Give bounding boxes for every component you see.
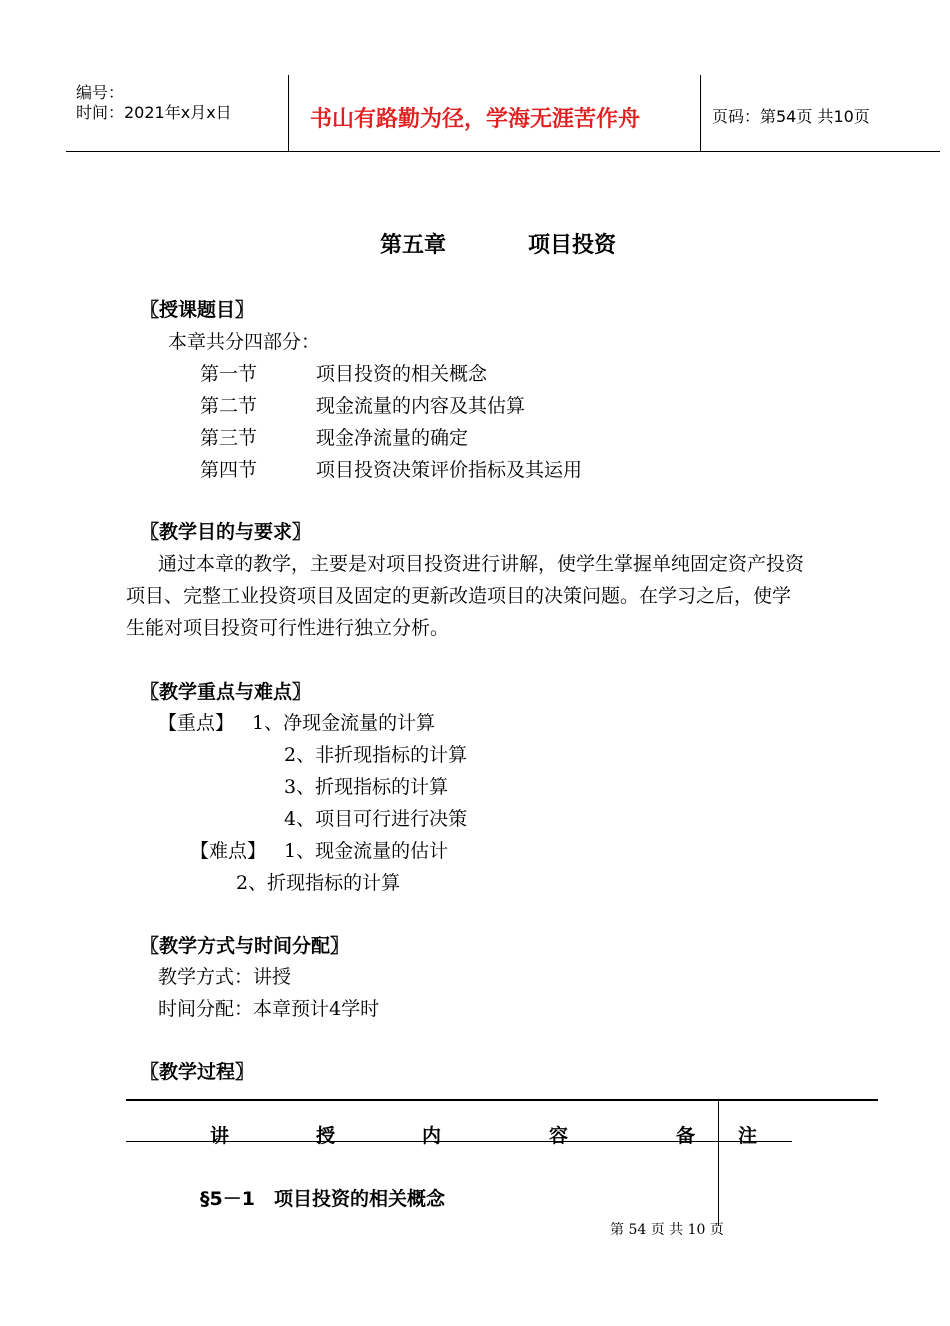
key-item: 2、非折现指标的计算 (284, 744, 468, 766)
chapter-number: 第五章 (380, 233, 447, 258)
table-header-cell: 备 (676, 1125, 696, 1147)
topic-item-num: 第一节 (200, 363, 258, 385)
section-title: §5－1 项目投资的相关概念 (200, 1188, 445, 1210)
topic-item-text: 现金流量的内容及其估算 (316, 395, 526, 417)
section-heading-keypoints: 〖教学重点与难点〗 (140, 681, 312, 703)
key-item: 3、折现指标的计算 (284, 776, 449, 798)
table-header-cell: 注 (738, 1125, 758, 1147)
table-header-cell: 授 (316, 1125, 336, 1147)
topic-item-num: 第三节 (200, 427, 258, 449)
key-label: 【重点】 (158, 712, 235, 734)
table-top-rule (126, 1099, 878, 1101)
difficult-label: 【难点】 (190, 840, 267, 862)
table-header-cell: 容 (549, 1125, 569, 1147)
key-item: 1、净现金流量的计算 (252, 712, 436, 734)
chapter-title: 项目投资 (528, 233, 617, 258)
doc-time-label: 时间：2021年x月x日 (76, 103, 232, 122)
key-item: 4、项目可行进行决策 (284, 808, 468, 830)
method-mode: 教学方式：讲授 (158, 966, 292, 988)
topic-item-text: 现金净流量的确定 (316, 427, 469, 449)
table-header-cell: 讲 (210, 1125, 230, 1147)
difficult-item: 1、现金流量的估计 (284, 840, 449, 862)
section-heading-method: 〖教学方式与时间分配〗 (140, 935, 350, 957)
section-heading-topic: 〖授课题目〗 (140, 299, 255, 321)
difficult-item: 2、折现指标的计算 (236, 872, 401, 894)
goals-line: 项目、完整工业投资项目及固定的更新改造项目的决策问题。在学习之后，使学 (126, 585, 792, 607)
topic-item-num: 第四节 (200, 459, 258, 481)
topic-intro: 本章共分四部分： (168, 331, 321, 353)
topic-item-num: 第二节 (200, 395, 258, 417)
header-page-info: 页码：第54页 共10页 (712, 107, 870, 126)
topic-item-text: 项目投资决策评价指标及其运用 (316, 459, 583, 481)
section-heading-process: 〖教学过程〗 (140, 1061, 255, 1083)
table-column-divider (718, 1101, 719, 1226)
header-divider (700, 75, 701, 151)
header-divider (288, 75, 289, 151)
topic-item-text: 项目投资的相关概念 (316, 363, 488, 385)
section-heading-goals: 〖教学目的与要求〗 (140, 521, 312, 543)
doc-number-label: 编号： (76, 83, 125, 102)
table-header-cell: 内 (422, 1125, 442, 1147)
page-footer: 第 54 页 共 10 页 (610, 1222, 724, 1238)
goals-line: 通过本章的教学，主要是对项目投资进行讲解，使学生掌握单纯固定资产投资 (158, 553, 805, 575)
goals-line: 生能对项目投资可行性进行独立分析。 (126, 617, 450, 639)
header-motto: 书山有路勤为径，学海无涯苦作舟 (310, 107, 641, 132)
method-time: 时间分配：本章预计4学时 (158, 998, 380, 1020)
